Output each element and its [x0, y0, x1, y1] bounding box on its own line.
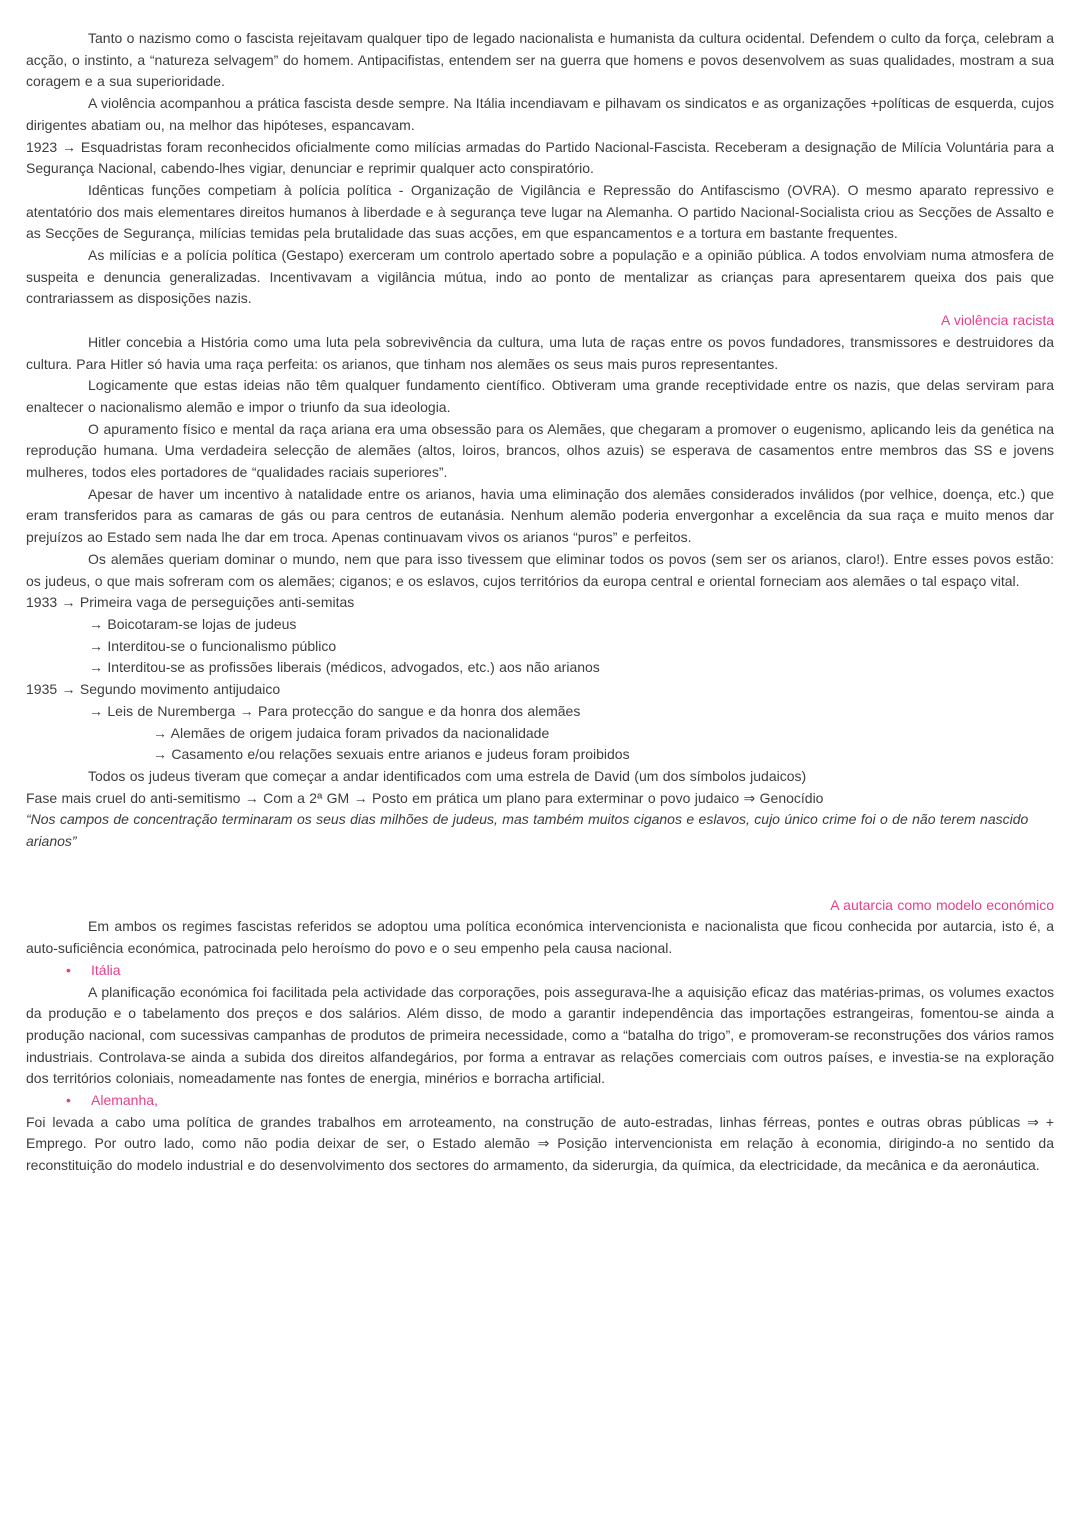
year-list-item: 1933 → Primeira vaga de perseguições anti-semitas — [26, 594, 355, 611]
paragraph: As milícias e a polícia política (Gestapo) exerceram um controlo apertado sobre a população e a opinião pública. A todos envolviam numa atmosfera de suspeita e denuncia generalizadas. Incentivavam a vigilância mútua, indo ao ponto de mentalizar as crianças para apresentarem queixa dos pais que contrariassem as disposições nazis. — [26, 247, 1054, 307]
bullet-icon: • — [66, 961, 71, 978]
bullet-item-germany — [26, 1090, 1054, 1112]
bullet-label: Alemanha, — [91, 1092, 158, 1109]
list-item: → Boicotaram-se lojas de judeus — [89, 615, 297, 632]
section-heading-racial-violence: A violência racista — [940, 312, 1054, 329]
list-item: Fase mais cruel do anti-semitismo → Com a 2ª GM → Posto em prática um plano para exterminar o povo judaico ⇒ Genocídio — [26, 789, 824, 806]
bullet-item-italy — [26, 960, 1054, 982]
paragraph: A violência acompanhou a prática fascista desde sempre. Na Itália incendiavam e pilhavam os sindicatos e as organizações +políticas de esquerda, cujos dirigentes abatiam ou, na melhor das hipóteses, espancavam. — [26, 95, 1054, 133]
list-item: Todos os judeus tiveram que começar a andar identificados com uma estrela de David (um dos símbolos judaicos) — [88, 767, 807, 784]
paragraph: Hitler concebia a História como uma luta pela sobrevivência da cultura, uma luta de raças entre os povos fundadores, transmissores e destruidores da cultura. Para Hitler só havia uma raça perfeita: os arianos, que tinham nos alemães os seus mais puros representantes. — [26, 333, 1054, 372]
bullet-label: Itália — [91, 961, 121, 978]
quote: “Nos campos de concentração terminaram os seus dias milhões de judeus, mas também muitos ciganos e eslavos, cujo único crime foi o de não terem nascido arianos” — [26, 811, 1029, 850]
paragraph: Logicamente que estas ideias não têm qualquer fundamento científico. Obtiveram uma grande receptividade entre os nazis, que delas serviram para enaltecer o nacionalismo alemão e impor o triunfo da sua ideologia. — [26, 377, 1054, 415]
paragraph: Apesar de haver um incentivo à natalidade entre os arianos, havia uma eliminação dos alemães considerados inválidos (por velhice, doença, etc.) que eram transferidos para as camaras de gás ou para centros de eutanásia. Nenhum alemão poderia envergonhar a excelência da sua raça e muito menos dar prejuízos ao Estado sem nada lhe dar em troca. Apenas continuavam vivos os arianos “puros” e perfeitos. — [26, 485, 1054, 546]
paragraph: Tanto o nazismo como o fascista rejeitavam qualquer tipo de legado nacionalista e humanista da cultura ocidental. Defendem o culto da força, celebram a acção, o instinto, a “natureza selvagem” do homem. Antipacifistas, entendem ser na guerra que homens e povos desenvolvem as suas qualidades, mostram a sua coragem e a sua superioridade. — [26, 30, 1054, 90]
paragraph: Os alemães queriam dominar o mundo, nem que para isso tivessem que eliminar todos os povos (sem ser os arianos, claro!). Entre esses povos estão: os judeus, o que mais sofreram com os alemães; ciganos; e os eslavos, cujos territórios da europa central e oriental forneciam aos alemães o tal espaço vital. — [26, 550, 1054, 589]
list-item: → Leis de Nuremberga → Para protecção do sangue e da honra dos alemães — [89, 702, 581, 719]
year-list-item: 1935 → Segundo movimento antijudaico — [26, 681, 281, 698]
list-item: → Alemães de origem judaica foram privados da nacionalidade — [153, 724, 550, 741]
section-heading-autarky: A autarcia como modelo económico — [830, 896, 1054, 913]
paragraph: O apuramento físico e mental da raça ariana era uma obsessão para os Alemães, que chegaram a promover o eugenismo, aplicando leis da genética na reprodução humana. Uma verdadeira selecção de alemães (altos, loiros, brancos, olhos azuis) se esperava de casamentos entre membros das SS e jovens mulheres, todos eles portadores de “qualidades raciais superiores”. — [26, 420, 1054, 481]
paragraph: Em ambos os regimes fascistas referidos se adoptou uma política económica intervencionista e nacionalista que ficou conhecida por autarcia, isto é, a auto-suficiência económica, patrocinada pelo heroísmo do povo e o seu empenho pela causa nacional. — [26, 918, 1054, 957]
paragraph: Idênticas funções competiam à polícia política - Organização de Vigilância e Repressão do Antifascismo (OVRA). O mesmo aparato repressivo e atentatório dos mais elementares direitos humanos à liberdade e à segurança teve lugar na Alemanha. O partido Nacional-Socialista criou as Secções de Assalto e as Secções de Segurança, milícias temidas pela brutalidade das suas acções, em que espancamentos e a tortura em bastante frequentes. — [26, 181, 1054, 242]
list-item: → Casamento e/ou relações sexuais entre arianos e judeus foram proibidos — [153, 746, 630, 763]
list-item: → Interditou-se as profissões liberais (médicos, advogados, etc.) aos não arianos — [89, 659, 600, 676]
paragraph: A planificação económica foi facilitada pela actividade das corporações, pois assegurava-lhe a aquisição eficaz das matérias-primas, os volumes exactos da produção e o tabelamento dos preços e dos salários. Além disso, de modo a garantir independência das importações estrangeiras, fomentou-se ainda a produção nacional, com sucessivas campanhas de produtos de primeira necessidade, como a “batalha do trigo”, e promoveram-se reconstruções dos vários ramos industriais. Controlava-se ainda a subida dos direitos alfandegários, por forma a entravar as relações comerciais com outros países, e investia-se na exploração dos territórios coloniais, nomeadamente nas fontes de energia, minérios e borracha artificial. — [26, 983, 1054, 1087]
bullet-icon: • — [66, 1092, 71, 1109]
paragraph: Foi levada a cabo uma política de grandes trabalhos em arroteamento, na construção de auto-estradas, linhas férreas, pontes e outras obras públicas ⇒ + Emprego. Por outro lado, como não podia deixar de ser, o Estado alemão ⇒ Posição intervencionista em relação à economia, dirigindo-a no sentido da reconstituição do modelo industrial e do desenvolvimento dos sectores do armamento, da siderurgia, da química, da electricidade, da mecânica e da aeronáutica. — [26, 1113, 1054, 1174]
list-item: → Interditou-se o funcionalismo público — [89, 637, 337, 654]
year-list-item: 1923 → Esquadristas foram reconhecidos oficialmente como milícias armadas do Partido Nacional-Fascista. Receberam a designação de Milícia Voluntária para a Segurança Nacional, cabendo-lhes vigiar, denunciar e reprimir qualquer acto conspiratório. — [26, 138, 1054, 177]
